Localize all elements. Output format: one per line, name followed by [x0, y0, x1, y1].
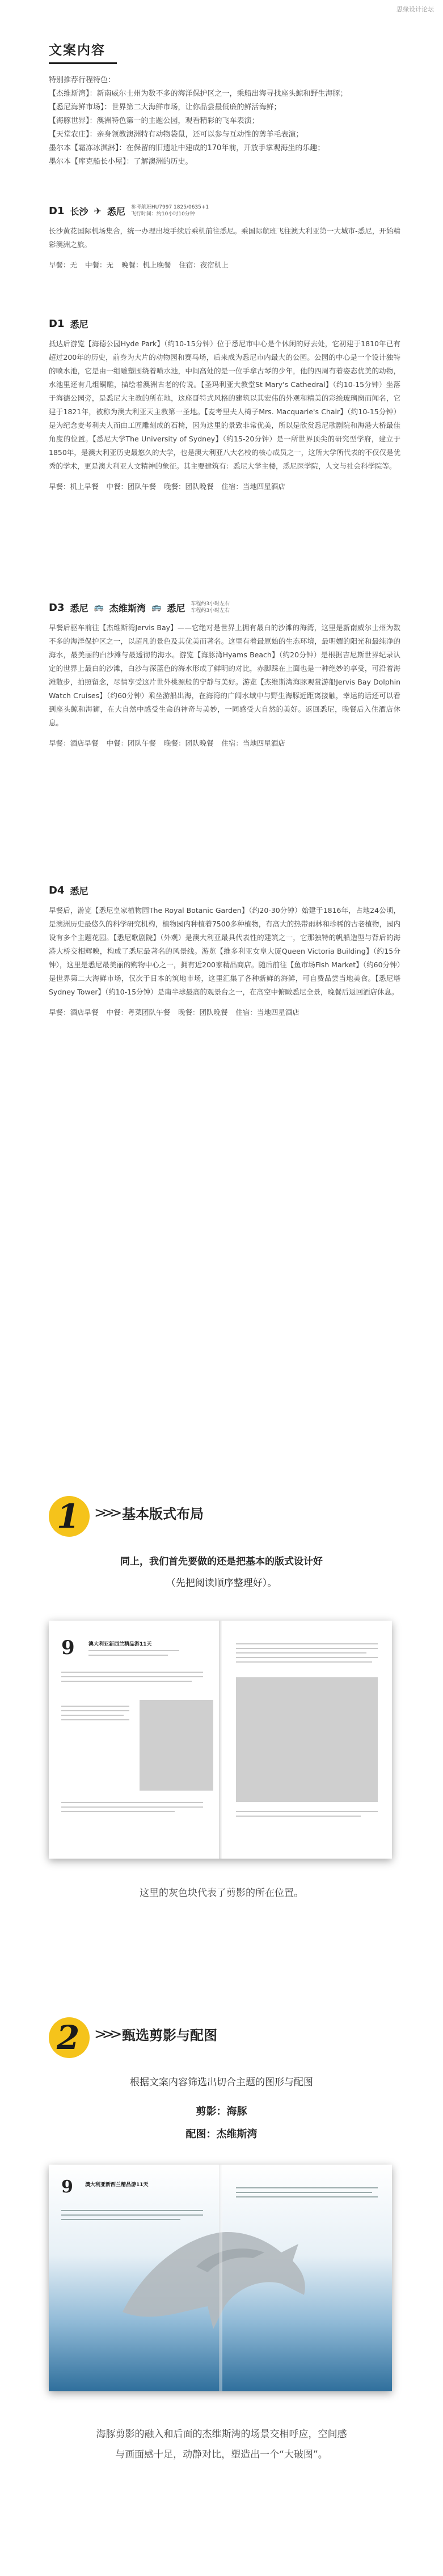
route-from: 长沙	[70, 206, 88, 217]
text-placeholder	[88, 1655, 168, 1656]
preview-page-number: 9	[61, 2177, 73, 2197]
day-block-4	[49, 884, 400, 1017]
day-id: D1	[49, 205, 65, 217]
text-placeholder	[236, 1661, 372, 1663]
meal-info: 早餐：酒店早餐 中餐：粤菜团队午餐 晚餐：团队晚餐 住宿：当地四星酒店	[49, 1008, 299, 1017]
silhouette-placeholder	[140, 1700, 213, 1791]
photo-label: 配图：杰维斯湾	[185, 2128, 258, 2140]
text-placeholder	[61, 1811, 175, 1812]
silhouette-label: 剪影：海豚	[196, 2106, 247, 2118]
text-placeholder	[236, 2196, 378, 2197]
route-from: 悉尼	[70, 886, 88, 896]
text-placeholder	[236, 2192, 372, 2193]
text-placeholder	[61, 1676, 203, 1677]
meal-info: 早餐：无 中餐：无 晚餐：机上晚餐 住宿：夜宿机上	[49, 261, 229, 269]
photo-placeholder	[236, 1677, 378, 1802]
meal-info: 早餐：酒店早餐 中餐：团队午餐 晚餐：团队晚餐 住宿：当地四星酒店	[49, 739, 285, 747]
flight-meta-line: 飞行时间：约10小时10分钟	[130, 211, 195, 217]
preview-title: 澳大利亚新西兰精品游11天	[85, 2182, 149, 2188]
day-description: 早餐后驱车前往【杰维斯湾Jervis Bay】——它绝对是世界上拥有最白的沙滩的海湾，这里是新南威尔士州为数不多的海洋保护区之一，以超凡的景色及其优美而著名。这里有着最原始的生态环境，最明媚的阳光和最纯净的海水，最美丽的白沙滩与最透彻的海水。游览【海豚湾Hyams Beach】（约20分钟）是根据吉尼斯世界纪录认定的世界上最白的沙滩，白沙与深蓝色的海水形成了鲜明的对比，赤脚踩在上面也是一种绝妙的享受，可沿着海滩散步，拍照留念，尽情享受这片世外桃源般的宁静与美好。游览【杰维斯湾海豚观赏游船Jervis Bay Dolphin Watch Cruises】（约60分钟）乘坐游船出海，在海湾的广阔水域中与野生海豚近距离接触，幸运的话还可以看到座头鲸和海狮，在大自然中感受生命的神奇与美妙，一同感受大自然的美好。返回悉尼，晚餐后入住酒店休息。	[49, 623, 400, 727]
text-placeholder	[236, 2187, 378, 2188]
meal-info: 早餐：机上早餐 中餐：团队午餐 晚餐：团队晚餐 住宿：当地四星酒店	[49, 482, 285, 491]
intro-line: 【天堂农庄】：亲身领教澳洲特有动物袋鼠，还可以参与互动性的剪羊毛表演；	[49, 130, 303, 139]
intro-list	[49, 74, 400, 169]
day-block-3	[49, 601, 400, 748]
book-gutter	[219, 1621, 222, 1859]
day-id: D4	[49, 885, 65, 896]
text-placeholder	[61, 1681, 192, 1682]
final-preview-spread	[49, 2165, 392, 2391]
day-block-2	[49, 317, 400, 491]
intro-line: 特别推荐行程特色：	[49, 76, 116, 84]
intro-line: 墨尔本【库克船长小屋】：了解澳洲的历史。	[49, 158, 193, 166]
text-placeholder	[236, 1652, 366, 1653]
intro-line: 【杰维斯湾】：新南威尔士州为数不多的海洋保护区之一，乘船出海寻找座头鲸和野生海豚；	[49, 90, 348, 98]
day-heading	[49, 317, 400, 330]
route-to: 杰维斯湾	[109, 602, 146, 614]
step-number: 1	[57, 1497, 80, 1536]
day-description: 早餐后，游览【悉尼皇家植物园The Royal Botanic Garden】（约20-30分钟）始建于1816年，占地24公顷，是澳洲历史最悠久的科学研究机构，植物园内种植着7500多种植物，有高大的热带雨林和珍稀的古老植物，园内设有多个主题花园。【悉尼歌剧院】（外观）是澳大利亚最具代表性的建筑之一，它那独特的帆船造型与背后的海港大桥交相辉映，构成了悉尼最著名的风景线。游览【维多利亚女皇大厦Queen Victoria Building】（约15分钟），这里是悉尼最美丽的购物中心之一，拥有近200家精品商店。随后前往【鱼市场Fish Market】（约60分钟）是世界第二大海鲜市场，仅次于日本的筑地市场，这里汇集了各种新鲜的海鲜，可自费品尝当地美食。【悉尼塔Sydney Tower】（约10-15分钟）是南半球最高的观景台之一，在高空中俯瞰悉尼全景，晚餐后返回酒店休息。	[49, 906, 400, 996]
day-heading	[49, 884, 400, 897]
day-block-1	[49, 204, 400, 270]
route-extra: 悉尼	[167, 602, 185, 614]
drive-meta	[191, 601, 230, 614]
route-to: 悉尼	[107, 206, 125, 217]
airplane-icon: ✈	[94, 205, 102, 216]
step-caption: 海豚剪影的融入和后面的杰维斯湾的场景交相呼应，空间感	[96, 2429, 347, 2440]
preview-page-number: 9	[61, 1636, 75, 1659]
text-placeholder	[61, 1672, 203, 1673]
day-description: 抵达后游览【海德公园Hyde Park】（约10-15分钟）位于悉尼市中心是个休闲的好去处，它初建于1810年已有超过200年的历史，前身为大片的动物园和赛马场，后来成为悉尼市内最大的公园。公园的中心是一个设计独特的喷水池，它是由一组雕塑围绕着喷水池，中间高处的是一位手拿古琴的少年，他的四周有着姿态优美的动物，水池里还有几组铜雕，描绘着澳洲古老的传说。【圣玛利亚大教堂St Mary's Cathedral】（约10-15分钟）坐落于海德公园旁，是悉尼大主教的所在地，这座哥特式风格的建筑以其宏伟的外观和精美的彩绘玻璃窗而闻名，它建于1821年，被称为澳大利亚天主教第一圣地。【麦考里夫人椅子Mrs. Macquarie's Chair】（约10-15分钟）是为纪念麦考利夫人而由工匠雕刻成的石椅，因为这里的景致非常优美，所以是欣赏悉尼歌剧院和海港大桥最佳角度的位置。【悉尼大学The University of Sydney】（约15-20分钟）是一所世界顶尖的研究型学府，建立于1850年，是澳大利亚历史最悠久的大学，也是澳大利亚八大名校的核心成员之一，这所大学所代表的不仅仅是优秀的学术，更是澳大利亚人文精神的象征。其主要建筑有：悉尼大学主楼，悉尼医学院，人文与社会科学院等。	[49, 339, 400, 470]
text-placeholder	[61, 1710, 129, 1711]
text-placeholder	[61, 1715, 124, 1716]
step-caption: 与画面感十足，动静对比，塑造出一个“大破图”。	[115, 2449, 328, 2460]
step-caption: 这里的灰色块代表了剪影的所在位置。	[140, 1888, 303, 1899]
intro-line: 墨尔本【霜冻冰淇淋】：在保留的旧遗址中建成的170年前，开放手掌观海坐的乐趣；	[49, 144, 325, 152]
intro-line: 【悉尼海鲜市场】：世界第二大海鲜市场，让你品尝最低廉的鲜活海鲜；	[49, 103, 281, 112]
step-title: 基本版式布局	[122, 1506, 204, 1522]
step-number-badge	[49, 2017, 90, 2058]
section-title: 文案内容	[49, 43, 106, 58]
text-placeholder	[236, 1816, 361, 1817]
drive-meta-line: 车程约3小时左右	[191, 601, 230, 607]
text-placeholder	[61, 1719, 129, 1720]
step-subtitle-2: （先把阅读顺序整理好）。	[166, 1578, 277, 1589]
text-placeholder	[236, 1643, 378, 1644]
text-placeholder	[88, 1650, 179, 1651]
text-placeholder	[236, 1648, 378, 1649]
bus-icon: 🚌	[94, 603, 104, 612]
step-number-badge	[49, 1496, 90, 1537]
route-from: 悉尼	[70, 602, 88, 614]
step-line: 根据文案内容筛选出切合主题的图形与配图	[130, 2077, 313, 2088]
step-number: 2	[57, 2018, 80, 2057]
flight-meta	[131, 204, 209, 218]
text-placeholder	[236, 1657, 378, 1658]
layout-preview-spread	[49, 1621, 392, 1859]
intro-line: 【海豚世界】：澳洲特色第一的主题公园，观看精彩的飞车表演；	[49, 117, 259, 125]
flight-meta-line: 参考航班HU7997 1825/0635+1	[130, 205, 209, 210]
day-heading	[49, 601, 400, 614]
drive-meta-line: 车程约3小时左右	[191, 608, 230, 614]
section-title-underline	[49, 62, 117, 64]
bus-icon: 🚌	[151, 603, 162, 612]
step-subtitle: 同上，我们首先要做的还是把基本的版式设计好	[120, 1556, 323, 1567]
book-gutter	[219, 2165, 222, 2391]
preview-title: 澳大利亚新西兰精品游11天	[88, 1642, 152, 1647]
chevron-right-icon: >>>	[94, 2026, 118, 2043]
step-title: 甄选剪影与配图	[122, 2027, 217, 2043]
text-placeholder	[61, 1802, 203, 1803]
watermark: 思缘设计论坛	[396, 6, 434, 13]
text-placeholder	[236, 1811, 378, 1812]
text-placeholder	[61, 1706, 129, 1707]
text-placeholder	[61, 1806, 203, 1808]
chevron-right-icon: >>>	[94, 1504, 118, 1521]
day-id: D3	[49, 601, 65, 614]
day-description: 长沙黄花国际机场集合，统一办理出境手续后乘机前往悉尼。乘国际航班飞往澳大利亚第一大城市-悉尼，开始精彩澳洲之旅。	[49, 227, 400, 249]
day-id: D1	[49, 318, 65, 330]
route-from: 悉尼	[70, 319, 88, 330]
day-heading	[49, 204, 400, 218]
